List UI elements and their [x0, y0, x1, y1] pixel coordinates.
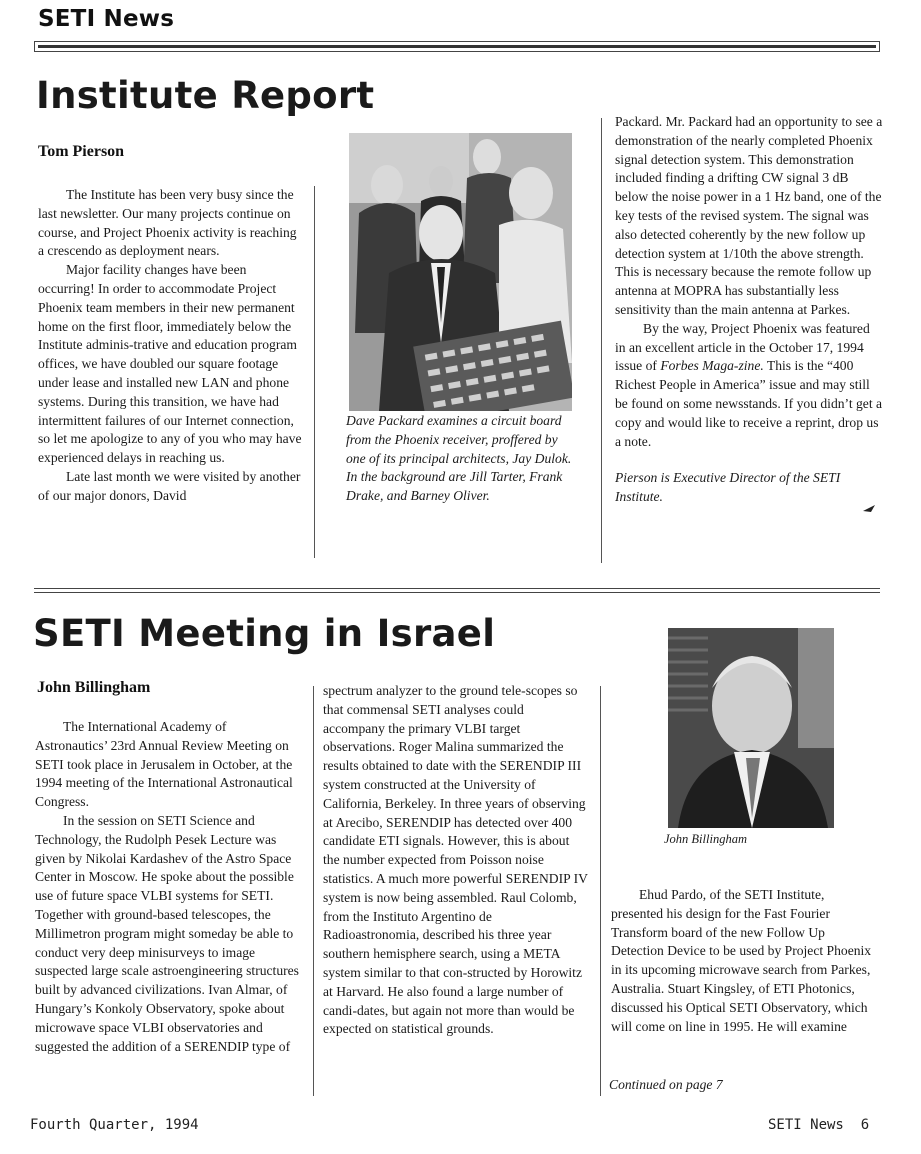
column-divider: [601, 118, 602, 563]
portrait-illustration: [668, 628, 834, 828]
article-column-1: [38, 186, 302, 506]
magazine-name: Forbes Maga-zine.: [660, 358, 764, 374]
paragraph: The Institute has been very busy since the last newsletter. Our many projects continue on course, and Project Phoenix activity is reaching a crescendo as deployment nears.: [38, 187, 297, 259]
billingham-photo: [668, 628, 834, 828]
article-title: SETI Meeting in Israel: [33, 612, 496, 655]
photo-caption: Dave Packard examines a circuit board from the Phoenix receiver, proffered by one of its principal architects, Jay Dulok. In the background are Jill Tarter, Frank Drake, and Barney Oliver.: [346, 413, 572, 504]
footer-issue: Fourth Quarter, 1994: [30, 1117, 199, 1133]
paragraph: Ehud Pardo, of the SETI Institute, presented his design for the Fast Fourier Transform board of the new Follow Up Detection Device to be used by Project Phoenix in its upcoming microwave search from Parkes, Australia. Stuart Kingsley, of ETI Photonics, discussed his Optical SETI Observatory, which will come on line in 1995. He will examine: [611, 887, 872, 1034]
photo-caption: John Billingham: [664, 832, 747, 846]
column-divider: [600, 686, 601, 1096]
paragraph: Late last month we were visited by another of our major donors, David: [38, 468, 301, 503]
end-mark-icon: [862, 500, 876, 510]
section-divider: [34, 588, 880, 593]
text-run: This is the “400 Richest People in America” issue and may still be found on some newsstands. If you didn’t get a copy and would like to receive a reprint, drop us a note.: [615, 358, 883, 449]
article-byline: Tom Pierson: [38, 143, 125, 160]
spacer: [615, 451, 883, 469]
paragraph: Packard. Mr. Packard had an opportunity to see a demonstration of the nearly completed Phoenix signal detection system. This demonstration included finding a drifting CW signal 3 dB below the noise power in a 1 Hz band, one of the key tests of the revised system. The signal was also detected coherently by the new follow up detection system at 1/10th the above strength. This is necessary because the remote follow up antenna at MOPRA has substantially less sensitivity than the main antenna at Parkes.: [615, 114, 883, 317]
paragraph: In the session on SETI Science and Technology, the Rudolph Pesek Lecture was given by Nikolai Kardashev of the Astro Space Center in Moscow. He spoke about the possible use of future space VLBI systems for SETI. Together with ground-based telescopes, the Millimetron program might someday be able to conduct very deep minisurveys to image suspected large scale astroengineering structures built by advanced civilizations. Ivan Almar, of Hungary’s Konkoly Observatory, spoke about microwave space VLBI observatories and suggested the addition of a SERENDIP type of: [35, 812, 299, 1054]
paragraph: spectrum analyzer to the ground tele-scopes so that commensal SETI analyses could accompany the primary VLBI target observations. Roger Malina summarized the results obtained to date with the SERENDIP III system constructed at the University of California, Berkeley. In three years of observing at Arecibo, SERENDIP has detected over 400 candidate ETI signals. However, this is about the number expected from Poisson noise statistics. A much more powerful SERENDIP IV system is now being assembled. Raul Colomb, from the Instituto Argentino de Radioastronomia, described his three year southern hemisphere search, using a META system similar to that con-structed by Horowitz at Harvard. He also found a large number of candi-dates, but again not more than would be expected on statistical grounds.: [323, 683, 588, 1037]
article-column-2: [323, 682, 589, 1039]
column-divider: [313, 686, 314, 1096]
masthead-rule: [34, 41, 880, 52]
article-column-3: [611, 886, 873, 1036]
paragraph: [615, 320, 883, 452]
article-byline: John Billingham: [37, 679, 151, 696]
packard-photo: [349, 133, 572, 411]
text-run: By the way, Project Phoenix was featured in an excellent article in the October 17, 1994 issue of: [615, 320, 870, 374]
masthead: SETI News: [38, 6, 175, 32]
photo-illustration: [349, 133, 572, 411]
column-divider: [314, 186, 315, 558]
article-column-1: [35, 718, 299, 1056]
paragraph: The International Academy of Astronautics’ 23rd Annual Review Meeting on SETI took place in Jerusalem in October, at the 1994 meeting of the International Astronautical Congress.: [35, 719, 293, 810]
article-title: Institute Report: [36, 74, 375, 117]
author-bio: Pierson is Executive Director of the SETI Institute.: [615, 470, 841, 505]
continued-note: Continued on page 7: [609, 1077, 723, 1092]
footer-page: SETI News 6: [768, 1117, 870, 1133]
paragraph: Major facility changes have been occurring! In order to accommodate Project Phoenix team members in their new permanent home on the first floor, immediately below the Institute adminis-trative and education program offices, we have doubled our square footage under lease and installed new LAN and phone systems. During this transition, we have had intermittent failures of our Internet connection, so let me apologize to any of you who may have experienced delays in reaching us.: [38, 262, 302, 466]
article-column-3: [615, 113, 883, 507]
